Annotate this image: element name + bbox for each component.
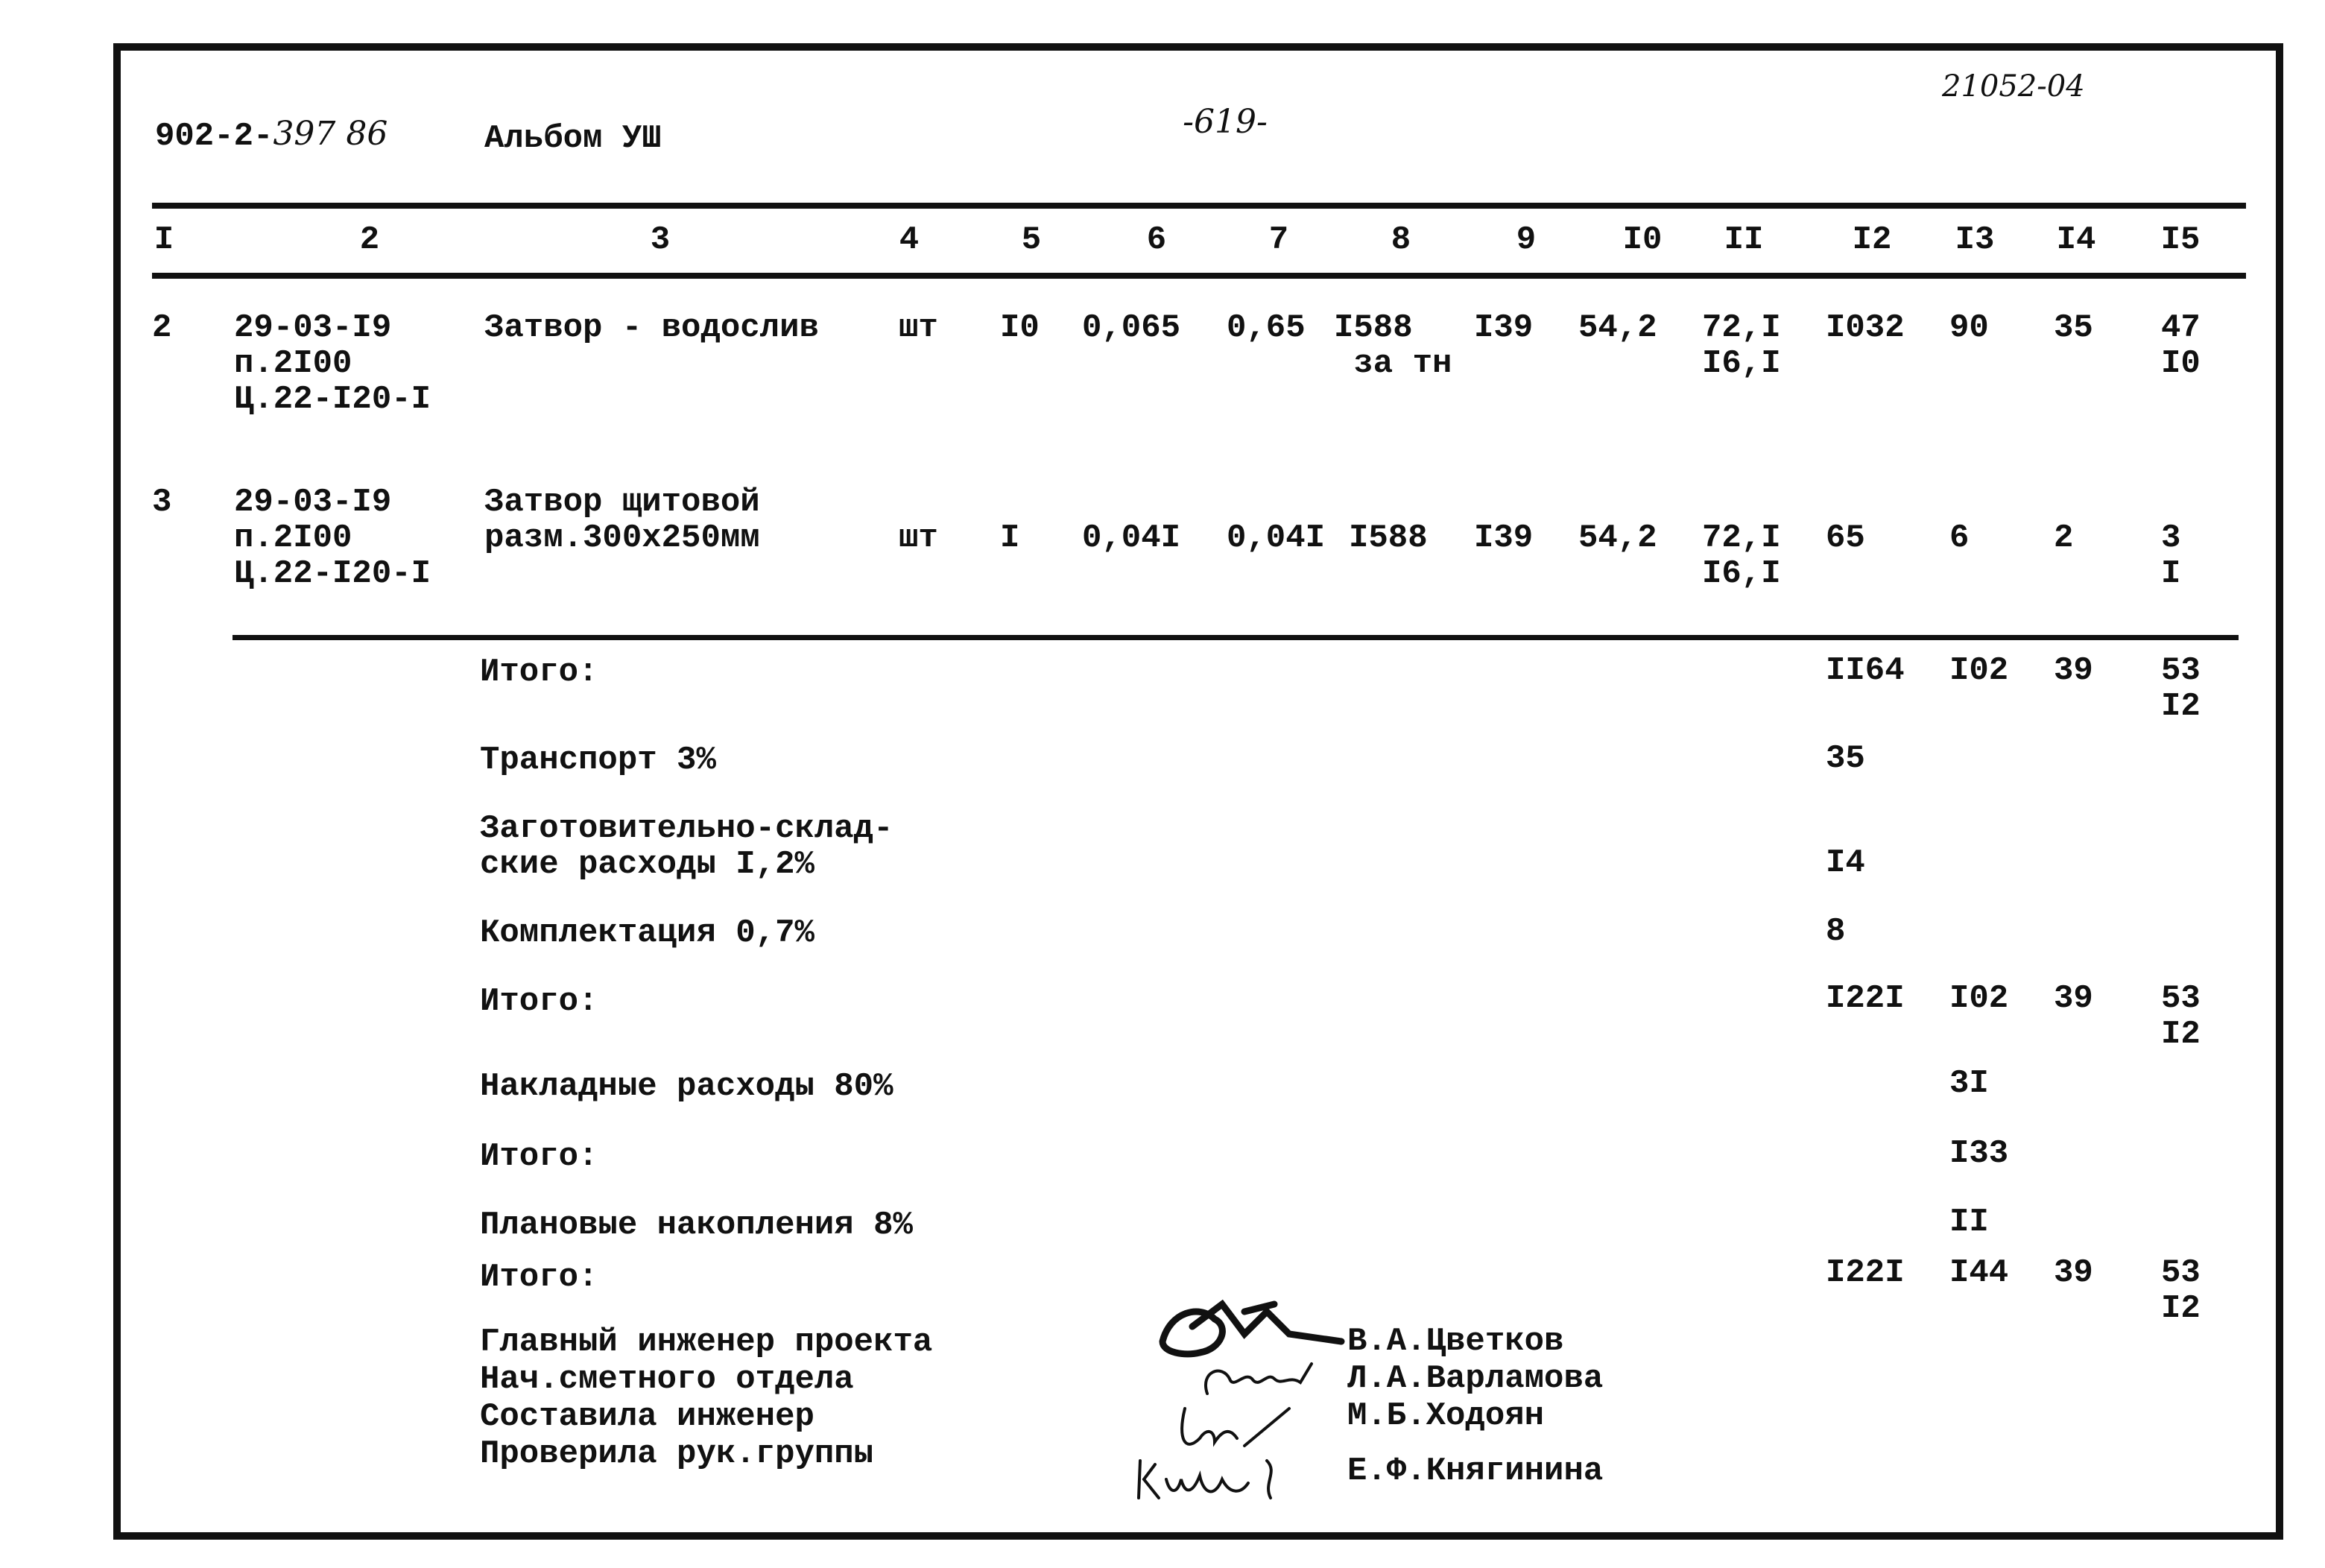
header-bottom-rule xyxy=(152,273,2246,279)
cell-15: 3 I xyxy=(2161,519,2181,592)
column-header: 8 xyxy=(1391,221,1411,259)
column-header: 2 xyxy=(359,221,380,259)
page-number: -619- xyxy=(1183,103,1268,141)
cell-10: 54,2 xyxy=(1578,519,1657,557)
summary-col12: I22I xyxy=(1826,980,1905,1017)
summary-col13: I02 xyxy=(1949,980,2009,1017)
signature-1 xyxy=(1162,1304,1341,1354)
doc-code xyxy=(155,116,388,154)
signer-name: В.А.Цветков xyxy=(1347,1323,1564,1360)
column-header: 3 xyxy=(650,221,671,259)
column-header: I xyxy=(154,221,174,259)
cell-6: 0,065 xyxy=(1082,309,1181,347)
signer-name: Л.А.Варламова xyxy=(1347,1360,1604,1397)
column-header: 9 xyxy=(1516,221,1537,259)
summary-label: Транспорт 3% xyxy=(480,742,716,779)
summary-label: Итого: xyxy=(480,654,598,691)
summary-col15: 53 I2 xyxy=(2161,980,2201,1053)
cell-5: I0 xyxy=(1000,309,1040,347)
handwritten-signatures xyxy=(1118,1282,1356,1505)
cell-14: 35 xyxy=(2054,309,2093,347)
cell-12: 65 xyxy=(1826,519,1865,557)
summary-rule xyxy=(232,635,2239,640)
summary-col12: 8 xyxy=(1826,913,1846,950)
summary-col13: II xyxy=(1949,1204,1989,1241)
summary-label: Накладные расходы 80% xyxy=(480,1068,893,1105)
summary-col13: 3I xyxy=(1949,1065,1989,1102)
cell-code: 29-03-I9 п.2I00 Ц.22-I20-I xyxy=(234,484,431,592)
summary-col15: 53 I2 xyxy=(2161,1254,2201,1327)
summary-col13: I33 xyxy=(1949,1135,2009,1172)
cell-7: 0,65 xyxy=(1227,309,1306,347)
cell-8: I588 за тн xyxy=(1334,309,1452,382)
cell-number: 3 xyxy=(152,484,172,521)
column-header: 4 xyxy=(899,221,920,259)
column-header: I5 xyxy=(2160,221,2201,259)
cell-name: Затвор - водослив xyxy=(484,309,819,347)
column-header: I4 xyxy=(2056,221,2096,259)
summary-label: Итого: xyxy=(480,1259,598,1296)
album-label: Альбом УШ xyxy=(484,120,662,157)
cell-14: 2 xyxy=(2054,519,2074,557)
summary-label: Итого: xyxy=(480,1138,598,1175)
summary-col12: 35 xyxy=(1826,740,1865,777)
doc-code-handwritten: 397 86 xyxy=(273,115,388,153)
summary-col14: 39 xyxy=(2054,1254,2093,1292)
signer-name: М.Б.Ходоян xyxy=(1347,1397,1545,1435)
signature-2 xyxy=(1206,1364,1312,1394)
summary-col14: 39 xyxy=(2054,980,2093,1017)
cell-10: 54,2 xyxy=(1578,309,1657,347)
cell-code: 29-03-I9 п.2I00 Ц.22-I20-I xyxy=(234,309,431,418)
archive-number: 21052-04 xyxy=(1942,69,2085,104)
column-header: 5 xyxy=(1021,221,1042,259)
summary-col14: 39 xyxy=(2054,652,2093,689)
cell-unit: шт xyxy=(899,309,938,347)
cell-unit: шт xyxy=(899,519,938,557)
signer-name: Е.Ф.Княгинина xyxy=(1347,1452,1604,1490)
summary-col12: I22I xyxy=(1826,1254,1905,1292)
cell-number: 2 xyxy=(152,309,172,347)
signature-4 xyxy=(1139,1461,1271,1498)
signature-3 xyxy=(1182,1409,1289,1446)
column-header: 6 xyxy=(1146,221,1167,259)
header-top-rule xyxy=(152,203,2246,209)
summary-col13: I44 xyxy=(1949,1254,2009,1292)
summary-label: Плановые накопления 8% xyxy=(480,1207,913,1244)
cell-9: I39 xyxy=(1474,309,1534,347)
cell-8: I588 xyxy=(1349,519,1428,557)
cell-13: 90 xyxy=(1949,309,1989,347)
column-header: I3 xyxy=(1955,221,1995,259)
cell-13: 6 xyxy=(1949,519,1970,557)
column-header: II xyxy=(1724,221,1764,259)
cell-7: 0,04I xyxy=(1227,519,1326,557)
summary-col13: I02 xyxy=(1949,652,2009,689)
cell-name: Затвор щитовой разм.300x250мм xyxy=(484,484,760,557)
cell-12: I032 xyxy=(1826,309,1905,347)
summary-label: Заготовительно-склад- ские расходы I,2% xyxy=(480,810,893,883)
cell-11: 72,I I6,I xyxy=(1702,519,1781,592)
column-header: 7 xyxy=(1268,221,1289,259)
cell-9: I39 xyxy=(1474,519,1534,557)
cell-6: 0,04I xyxy=(1082,519,1181,557)
summary-label: Итого: xyxy=(480,983,598,1020)
column-header: I2 xyxy=(1852,221,1892,259)
summary-col12: I4 xyxy=(1826,844,1865,882)
summary-col12: II64 xyxy=(1826,652,1905,689)
doc-code-printed: 902-2- xyxy=(155,118,273,155)
summary-label: Комплектация 0,7% xyxy=(480,914,814,952)
signature-titles: Главный инженер проекта Нач.сметного отдела Составила инженер Проверила рук.группы xyxy=(480,1324,933,1473)
cell-5: I xyxy=(1000,519,1020,557)
cell-11: 72,I I6,I xyxy=(1702,309,1781,382)
cell-15: 47 I0 xyxy=(2161,309,2201,382)
column-header: I0 xyxy=(1622,221,1663,259)
summary-col15: 53 I2 xyxy=(2161,652,2201,725)
